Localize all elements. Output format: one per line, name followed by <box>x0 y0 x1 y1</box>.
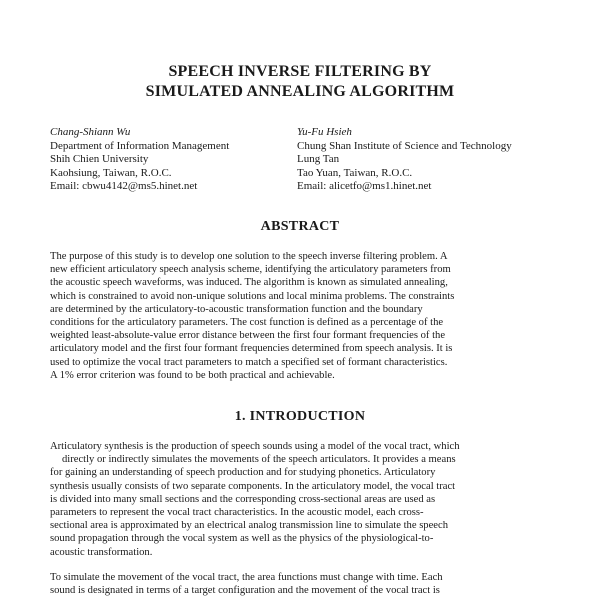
abstract-line: articulatory model and the first four formant frequencies determined from speech analysis. It is <box>50 343 453 355</box>
paragraph-line: Articulatory synthesis is the production of speech sounds using a model of the vocal tract, which <box>50 441 460 452</box>
paragraph-line: for gaining an understanding of speech production and for studying phonetics. Articulatory <box>50 467 436 479</box>
abstract-line: A 1% error criterion was found to be both practical and achievable. <box>50 369 335 381</box>
author-block-2 <box>297 126 512 194</box>
abstract-line: which is constrained to avoid non-unique solutions and local minima problems. The constraints <box>50 290 455 302</box>
introduction-paragraph-2 <box>50 571 562 597</box>
title-line-2: SIMULATED ANNEALING ALGORITHM <box>145 83 455 100</box>
paragraph-line: sectional area is approximated by an electrical analog transmission line to simulate the speech <box>50 520 449 532</box>
author-affiliation: Department of Information Management <box>50 139 230 152</box>
introduction-heading: 1. INTRODUCTION <box>234 409 366 424</box>
paragraph-line: is divided into many small sections and the corresponding cross-sectional areas are used as <box>50 493 436 505</box>
paragraph-line: To simulate the movement of the vocal tract, the area functions must change with time. Each <box>50 572 443 583</box>
author-email: Email: cbwu4142@ms5.hinet.net <box>50 180 198 192</box>
abstract-body <box>50 250 562 382</box>
author-address: Kaohsiung, Taiwan, R.O.C. <box>50 166 172 179</box>
abstract-line: used to optimize the vocal tract parameters to match a specified set of formant characteristics. <box>50 356 448 368</box>
abstract-line: The purpose of this study is to develop one solution to the speech inverse filtering problem. A <box>50 251 448 262</box>
abstract-line: new efficient articulatory speech analysis scheme, identifying the articulatory parameters from <box>50 264 451 276</box>
author-affiliation: Shih Chien University <box>50 153 149 165</box>
abstract-heading: ABSTRACT <box>260 219 340 234</box>
author-name: Yu-Fu Hsieh <box>297 126 352 138</box>
author-name: Chang-Shiann Wu <box>50 126 131 138</box>
abstract-line: conditions for the articulatory parameters. The cost function is defined as a percentage of the <box>50 317 444 329</box>
paper-title <box>0 62 600 102</box>
paragraph-line: sound propagation through the vocal system as well as the physics of the physiological-to- <box>50 533 434 545</box>
author-affiliation: Lung Tan <box>297 153 340 165</box>
paragraph-line: synthesis usually consists of two separate components. In the articulatory model, the vocal tract <box>50 480 456 492</box>
paragraph-line: parameters to represent the vocal tract characteristics. In the acoustic model, each cross- <box>50 507 424 519</box>
abstract-line: weighted least-absolute-value error distance between the first four formant frequencies of the <box>50 330 446 342</box>
abstract-line: are determined by the articulatory-to-acoustic transformation function and the boundary <box>50 303 423 315</box>
author-block-1 <box>50 126 229 194</box>
paragraph-line: directly or indirectly simulates the movements of the speech articulators. It provides a means <box>62 454 456 466</box>
introduction-paragraph-1 <box>50 440 562 559</box>
title-line-1: SPEECH INVERSE FILTERING BY <box>168 63 432 80</box>
paragraph-line: acoustic transformation. <box>50 546 153 558</box>
author-email: Email: alicetfo@ms1.hinet.net <box>297 180 432 192</box>
abstract-line: the acoustic speech waveforms, was induced. The algorithm is known as simulated annealing, <box>50 277 448 289</box>
author-address: Tao Yuan, Taiwan, R.O.C. <box>297 166 413 179</box>
paragraph-line: sound is designated in terms of a target configuration and the movement of the vocal tract is <box>50 585 440 597</box>
author-affiliation: Chung Shan Institute of Science and Technology <box>297 139 512 152</box>
